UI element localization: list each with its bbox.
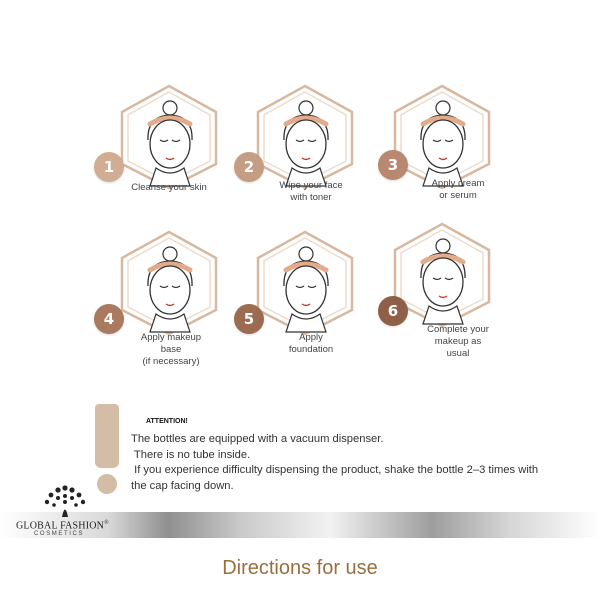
step-caption: Complete your makeup as usual	[427, 324, 489, 359]
step-number-badge: 4	[94, 304, 124, 334]
attention-line: The bottles are equipped with a vacuum dispenser.	[131, 433, 384, 445]
step-caption: Wipe your face with toner	[279, 180, 343, 203]
step-number-badge: 5	[234, 304, 264, 334]
brand-subtitle: COSMETICS	[34, 531, 85, 537]
step-caption: Cleanse your skin	[131, 182, 207, 193]
exclamation-icon	[95, 404, 119, 468]
step-5	[236, 228, 376, 378]
step-caption: Apply foundation	[288, 332, 334, 355]
step-2	[236, 82, 376, 232]
face-toner-illustration-icon	[250, 82, 360, 192]
step-4	[100, 228, 240, 378]
step-number-badge: 6	[378, 296, 408, 326]
step-1	[100, 82, 240, 232]
attention-line: If you experience difficulty dispensing the product, shake the bottle 2–3 times with	[131, 464, 539, 476]
face-makeup-base-illustration-icon	[114, 228, 224, 338]
attention-text	[131, 432, 596, 494]
attention-title: ATTENTION!	[146, 418, 188, 425]
attention-line: There is no tube inside.	[131, 448, 251, 461]
face-cleansing-illustration-icon	[114, 82, 224, 192]
step-6	[373, 220, 513, 370]
face-foundation-illustration-icon	[250, 228, 360, 338]
step-number-badge: 1	[94, 152, 124, 182]
page-title: Directions for use	[222, 557, 378, 579]
step-number-badge: 2	[234, 152, 264, 182]
step-caption: Apply makeup base (if necessary)	[140, 332, 202, 367]
attention-line: the cap facing down.	[131, 479, 234, 492]
brand-name: GLOBAL FASHION®	[16, 520, 109, 532]
step-caption: Apply cream or serum	[431, 178, 485, 201]
step-3	[373, 82, 513, 232]
step-number-badge: 3	[378, 150, 408, 180]
